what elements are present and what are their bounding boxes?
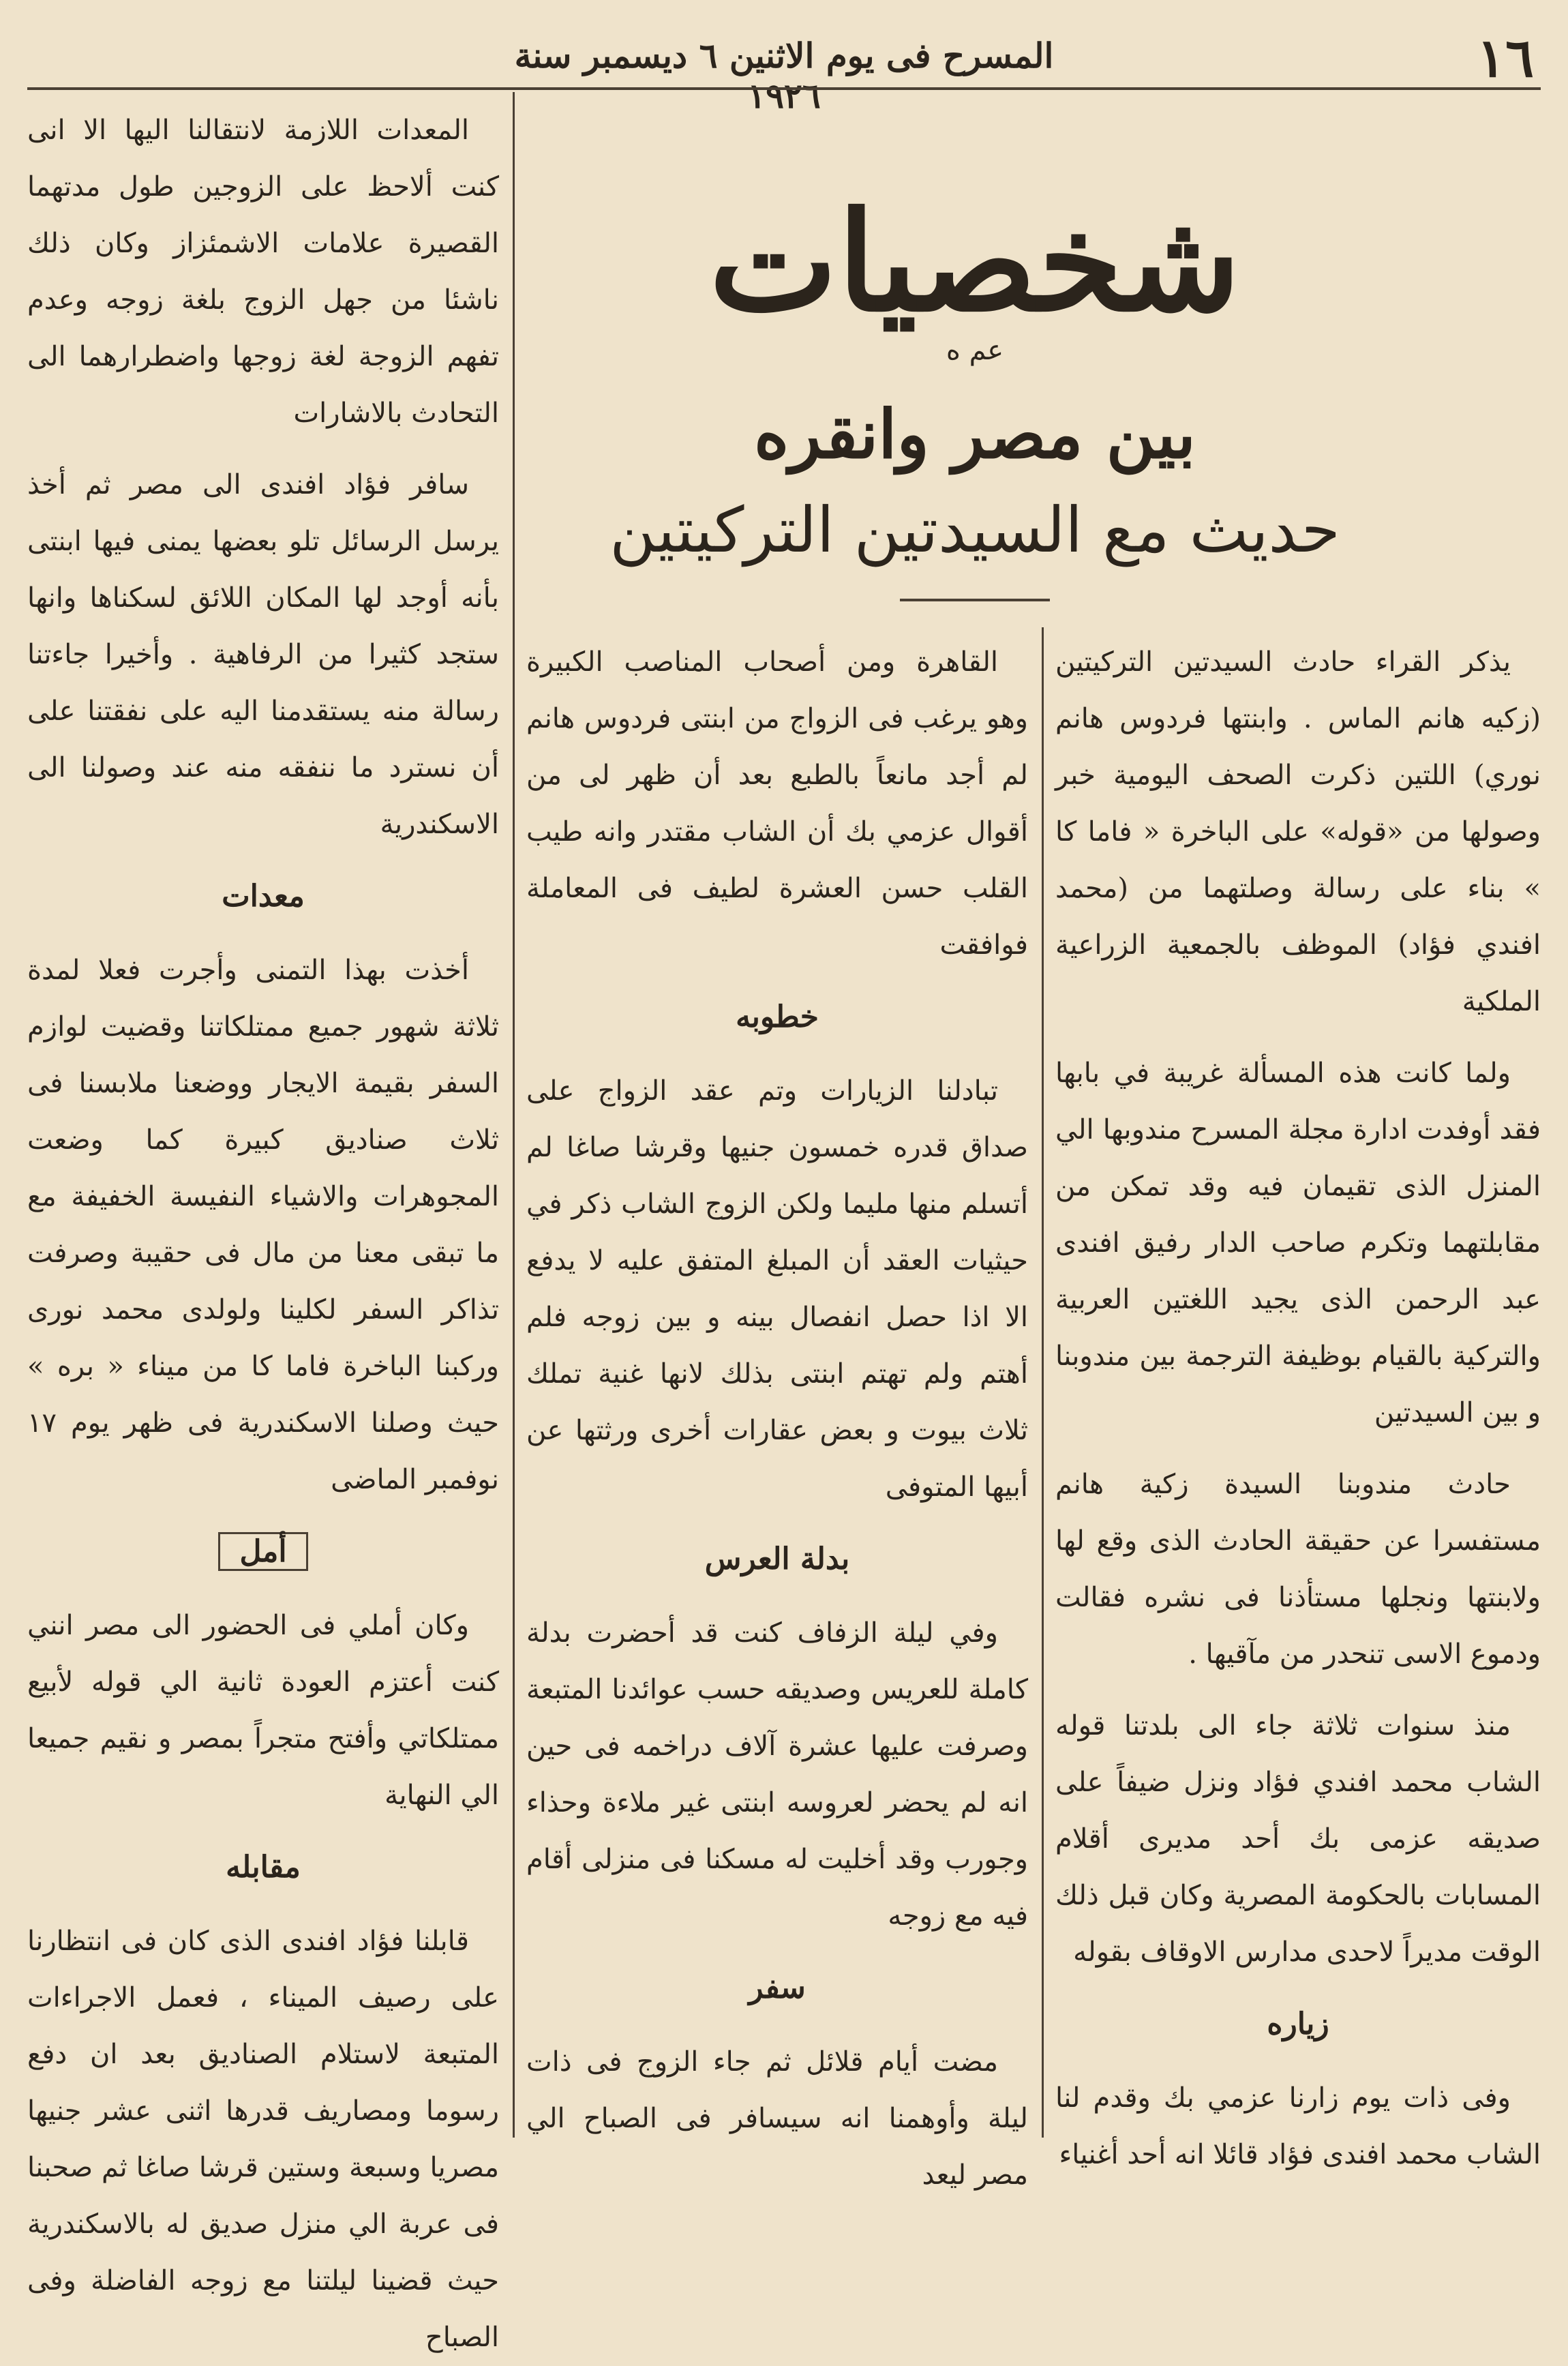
paragraph: منذ سنوات ثلاثة جاء الى بلدتنا قوله الشاب محمد افندي فؤاد ونزل ضيفاً على صديقه عزمى بك أحد مديرى أقلام المسابات بالحكومة المصرية وكان قبل ذلك الوقت مديراً لاحدى مدارس الاوقاف بقوله xyxy=(1055,1710,1541,1968)
paragraph: يذكر القراء حادث السيدتين التركيتين (زكيه هانم الماس . وابنتها فردوس هانم نوري) اللتين ذكرت الصحف اليومية خبر وصولها من «قوله» على الباخرة « فاما كا » بناء على رسالة وصلتهما من (محمد افندي فؤاد) الموظف بالجمعية الزراعية الملكية xyxy=(1055,646,1541,1017)
column-left xyxy=(27,102,499,2353)
paragraph: حادث مندوبنا السيدة زكية هانم مستفسرا عن حقيقة الحادث الذى وقع لها ولابنتها ونجلها مستأذنا فى نشره فقالت ودموع الاسى تنحدر من مآقيها . xyxy=(1055,1469,1541,1670)
paragraph: وفي ليلة الزفاف كنت قد أحضرت بدلة كاملة للعريس وصديقه حسب عوائدنا المتبعة وصرفت عليها عشرة آلاف دراخمه فى حين انه لم يحضر لعروسه ابنتى غير ملاءة وحذاء وجورب وقد أخليت له مسكنا فى منزلى أقام فيه مع زوجه xyxy=(526,1617,1028,1932)
section-heading-text: أمل xyxy=(218,1532,307,1571)
paragraph: تبادلنا الزيارات وتم عقد الزواج على صداق قدره خمسون جنيها وقرشا صاغا لم أتسلم منها مليما ولكن الزوج الشاب ذكر في حيثيات العقد أن المبلغ المتفق عليه لا يدفع الا اذا حصل انفصال بينه و بين زوجه فلم أهتم ولم تهتم ابنتى بذلك لانها غنية تملك ثلاث بيوت و بعض عقارات أخرى ورثتها عن أبيها المتوفى xyxy=(526,1075,1029,1503)
section-heading: خطوبه xyxy=(736,1000,819,1034)
header-rule xyxy=(27,87,1541,90)
section-heading-boxed xyxy=(27,1523,499,1580)
article-subtitle-primary: بين مصر وانقره xyxy=(753,395,1196,474)
article-subtitle-secondary: حديث مع السيدتين التركيتين xyxy=(609,494,1340,567)
column-divider-right xyxy=(1042,627,1044,2138)
paragraph: وكان أملي فى الحضور الى مصر انني كنت أعتزم العودة ثانية الي قوله لأبيع ممتلكاتي وأفتح متجراً بمصر و نقيم جميعا الي النهاية xyxy=(27,1610,499,1811)
column-right xyxy=(1055,634,1541,2170)
section-heading: مقابله xyxy=(226,1850,301,1885)
section-heading: سفر xyxy=(749,1971,806,2005)
paragraph: قابلنا فؤاد افندى الذى كان فى انتظارنا على رصيف الميناء ، فعمل الاجراءات المتبعة لاستلام الصناديق بعد ان دفع رسوما ومصاريف قدرها اثنى عشر جنيها مصريا وسبعة وستين قرشا صاغا ثم صحبنا فى عربة الي منزل صديق له بالاسكندرية حيث قضينا ليلتنا مع زوجه الفاضلة وفى الصباح xyxy=(27,1926,499,2353)
article-title-block xyxy=(518,184,1432,601)
title-divider xyxy=(900,599,1050,601)
section-heading: زياره xyxy=(1267,2007,1329,2041)
paragraph: أخذت بهذا التمنى وأجرت فعلا لمدة ثلاثة شهور جميع ممتلكاتنا وقضيت لوازم السفر بقيمة الايجار ووضعنا ملابسنا فى ثلاث صناديق كبيرة كما وضعت المجوهرات والاشياء النفيسة الخفيفة مع ما تبقى معنا من مال فى حقيبة وصرفت تذاكر السفر لكلينا ولولدى محمد نورى وركبنا الباخرة فاما كا من ميناء « بره » حيث وصلنا الاسكندرية فى ظهر يوم ١٧ نوفمبر الماضى xyxy=(27,955,499,1495)
column-middle xyxy=(526,634,1029,2191)
title-signature: عم ه xyxy=(946,335,1004,366)
page-number: ١٦ xyxy=(1477,27,1534,89)
paragraph: ولما كانت هذه المسألة غريبة في بابها فقد أوفدت ادارة مجلة المسرح مندوبها الي المنزل الذى تقيمان فيه وقد تمكن من مقابلتهما وتكرم صاحب الدار رفيق افندى عبد الرحمن الذى يجيد اللغتين العربية والتركية بالقيام بوظيفة الترجمة بين مندوبنا و بين السيدتين xyxy=(1055,1058,1541,1428)
paragraph: سافر فؤاد افندى الى مصر ثم أخذ يرسل الرسائل تلو بعضها يمنى فيها ابنتى بأنه أوجد لها المكان اللائق لسكناها وانها ستجد كثيرا من الرفاهية . وأخيرا جاءتنا رسالة منه يستقدمنا اليه على نفقتنا على أن نسترد ما ننفقه منه عند وصولنا الى الاسكندرية xyxy=(27,469,499,840)
paragraph: مضت أيام قلائل ثم جاء الزوج فى ذات ليلة وأوهمنا انه سيسافر فى الصباح الي مصر ليعد xyxy=(526,2046,1028,2191)
issue-date-line: المسرح فى يوم الاثنين ٦ ديسمبر سنة ١٩٢٦ xyxy=(514,35,1054,116)
paragraph: وفى ذات يوم زارنا عزمي بك وقدم لنا الشاب محمد افندى فؤاد قائلا انه أحد أغنياء xyxy=(1055,2082,1541,2170)
section-heading: بدلة العرس xyxy=(704,1542,850,1576)
paragraph: القاهرة ومن أصحاب المناصب الكبيرة وهو يرغب فى الزواج من ابنتى فردوس هانم لم أجد مانعاً بالطبع بعد أن ظهر لى من أقوال عزمي بك أن الشاب مقتدر وانه طيب القلب حسن العشرة لطيف فى المعاملة فوافقت xyxy=(526,646,1028,961)
paragraph: المعدات اللازمة لانتقالنا اليها الا انى كنت ألاحظ على الزوجين طول مدتهما القصيرة علامات الاشمئزاز وكان ذلك ناشئا من جهل الزوج بلغة زوجه وعدم تفهم الزوجة لغة زوجها واضطرارهما الى التحادث بالاشارات xyxy=(27,115,499,429)
section-heading: معدات xyxy=(222,879,305,914)
column-divider-left xyxy=(513,92,515,2138)
article-title: شخصيات xyxy=(709,182,1241,342)
